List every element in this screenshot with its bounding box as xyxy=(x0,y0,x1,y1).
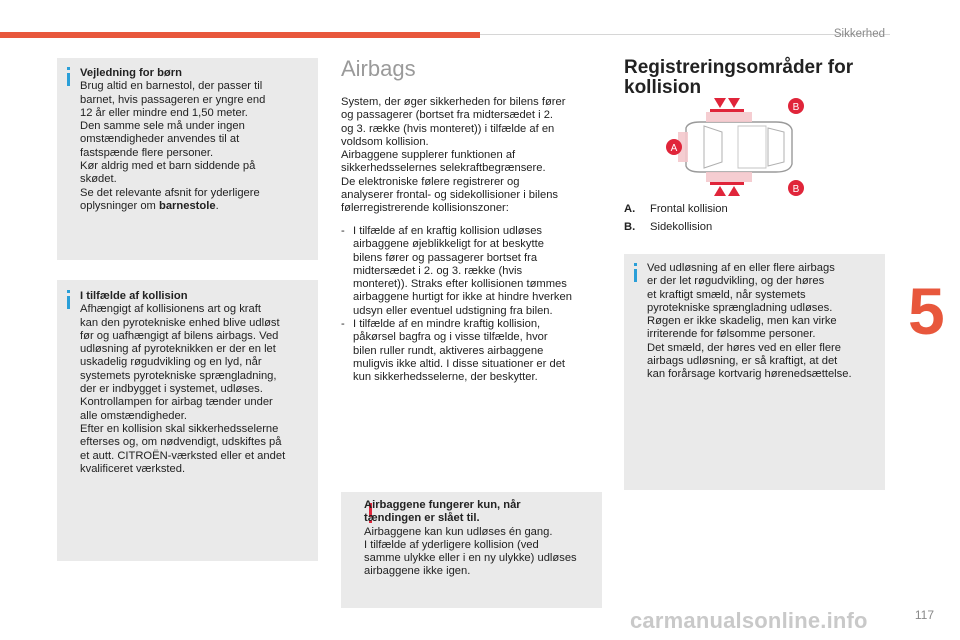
child-box-line: Se det relevante afsnit for yderligere xyxy=(80,186,260,199)
airbags-list xyxy=(341,225,606,385)
intro-line: følerregistrerende kollisionszoner: xyxy=(341,202,509,215)
collision-box-line: Efter en kollision skal sikkerhedsselerne xyxy=(80,422,279,435)
diagram-label-a: A xyxy=(670,143,678,154)
collision-box-title: I tilfælde af kollision xyxy=(80,290,188,302)
smoke-info-box xyxy=(624,254,885,490)
warning-line: Airbaggene kan kun udløses én gang. xyxy=(364,525,553,538)
section-title: Sikkerhed xyxy=(833,28,885,40)
child-box-line: Brug altid en barnestol, der passer til xyxy=(80,80,263,93)
child-box-last-line: oplysninger om barnestole. xyxy=(80,199,219,212)
collision-box-line: før og uafhængigt af bilens airbags. Ved xyxy=(80,329,279,342)
info-line: et kraftigt smæld, når systemets xyxy=(647,288,806,301)
collision-box-line: et autt. CITROËN-værksted eller et andet xyxy=(80,449,286,462)
diagram-label-b-bottom: B xyxy=(792,184,800,195)
legend-item-a: A. Frontal kollision xyxy=(624,203,728,215)
child-box-line: fastspænde flere personer. xyxy=(80,146,214,159)
intro-line: sikkerhedsselernes selekraftbegrænsere. xyxy=(341,162,546,175)
collision-box-line: systemets pyrotekniske sprængladning, xyxy=(80,369,277,382)
intro-line: og 3. række (hvis monteret)) i tilfælde af en xyxy=(341,122,555,135)
info-line: er der let røgudvikling, og der høres xyxy=(647,275,825,288)
warning-line: airbaggene ikke igen. xyxy=(364,565,471,578)
info-icon-bar xyxy=(634,269,637,282)
collision-box-line: efterses og, om nødvendigt, udskiftes på xyxy=(80,436,282,449)
barnestole-link-text: barnestole xyxy=(158,199,216,212)
info-line: kan forårsage kortvarig hørenedsættelse. xyxy=(647,368,852,381)
airbags-heading: Airbags xyxy=(341,56,416,81)
car-top-view-icon xyxy=(666,96,816,198)
child-box-line: barnet, hvis passageren er yngre end xyxy=(80,93,266,106)
child-box-title: Vejledning for børn xyxy=(80,67,182,79)
info-line: Det smæld, der høres ved en eller flere xyxy=(647,341,841,354)
info-icon xyxy=(67,290,70,293)
warning-line: samme ulykke eller i en ny ulykke) udløses xyxy=(364,552,577,565)
airbags-intro xyxy=(341,96,606,216)
collision-box-line: kvalificeret værksted. xyxy=(80,462,186,475)
child-box-line: Den samme sele må under ingen xyxy=(80,120,245,133)
page-number: 117 xyxy=(914,608,934,622)
intro-line: analyserer frontal- og sidekollisioner i bilens xyxy=(341,189,559,202)
collision-box-line: udløsning af pyroteknikken er der en let xyxy=(80,343,276,356)
child-box-line: skødet. xyxy=(80,173,117,186)
list-item: - I tilfælde af en mindre kraftig kollision, påkørsel bagfra og i visse tilfælde, hvor bilen ruller rundt, aktiveres airbaggene muligvis ikke altid. I disse situationer er det kun sikkerhedsselerne, der beskytter. xyxy=(341,318,566,384)
intro-line: System, der øger sikkerheden for bilens fører xyxy=(341,96,566,108)
warning-title: Airbaggene fungerer kun, når xyxy=(364,499,521,511)
collision-box-line: Afhængigt af kollisionens art og kraft xyxy=(80,303,261,316)
collision-box-line: der er indbygget i systemet, udløses. xyxy=(80,383,263,396)
child-box-line: omstændigheder anvendes til at xyxy=(80,133,240,146)
info-line: irriterende for følsomme personer. xyxy=(647,328,816,341)
child-box-line: 12 år eller mindre end 1,50 meter. xyxy=(80,106,248,119)
header-divider xyxy=(480,34,890,35)
intro-line: De elektroniske følere registrerer og xyxy=(341,175,520,188)
header-accent-bar xyxy=(0,32,480,38)
watermark: carmanualsonline.info xyxy=(630,608,868,633)
chapter-number: 5 xyxy=(908,274,945,348)
collision-box-line: kan den pyrotekniske enhed blive udløst xyxy=(80,316,280,329)
diagram-label-b-top: B xyxy=(792,102,800,113)
collision-box-line: Kontrollampen for airbag tænder under xyxy=(80,396,273,409)
intro-line: og passagerer (bortset fra midtersædet i 2. xyxy=(341,109,554,122)
child-box-line: Kør aldrig med et barn siddende på xyxy=(80,160,256,173)
warning-line: I tilfælde af yderligere kollision (ved xyxy=(364,538,539,551)
warning-title: tændingen er slået til. xyxy=(364,512,480,525)
list-item: - I tilfælde af en kraftig kollision udløses airbaggene øjeblikkeligt for at beskytte bilens fører og passagerer bortset fra midtersædet i 2. og 3. række (hvis monteret)). Straks efter kollisionen tømmes airbaggene hurtigt for ikke at hindre hverken udsyn eller eventuel udstigning fra bilen. xyxy=(341,225,572,317)
collision-box xyxy=(57,280,318,561)
info-line: Røgen er ikke skadelig, men kan virke xyxy=(647,315,837,328)
intro-line: voldsom kollision. xyxy=(341,135,429,148)
collision-box-line: alle omstændigheder. xyxy=(80,409,187,422)
info-line: airbags udløsning, er så kraftigt, at det xyxy=(647,355,838,368)
registration-heading: Registreringsområder for kollision xyxy=(624,57,854,98)
info-line: Ved udløsning af en eller flere airbags xyxy=(647,262,835,274)
child-safety-box xyxy=(57,58,318,260)
info-icon xyxy=(634,263,637,266)
intro-line: Airbaggene supplerer funktionen af xyxy=(341,149,516,162)
info-icon-bar xyxy=(67,73,70,86)
warning-box xyxy=(341,492,602,608)
legend-item-b: B. Sidekollision xyxy=(624,221,713,233)
info-line: pyrotekniske sprængladning udløses. xyxy=(647,301,833,314)
collision-box-line: uskadelig røgudvikling og en lyd, når xyxy=(80,356,262,369)
info-icon xyxy=(67,67,70,70)
info-icon-bar xyxy=(67,296,70,309)
